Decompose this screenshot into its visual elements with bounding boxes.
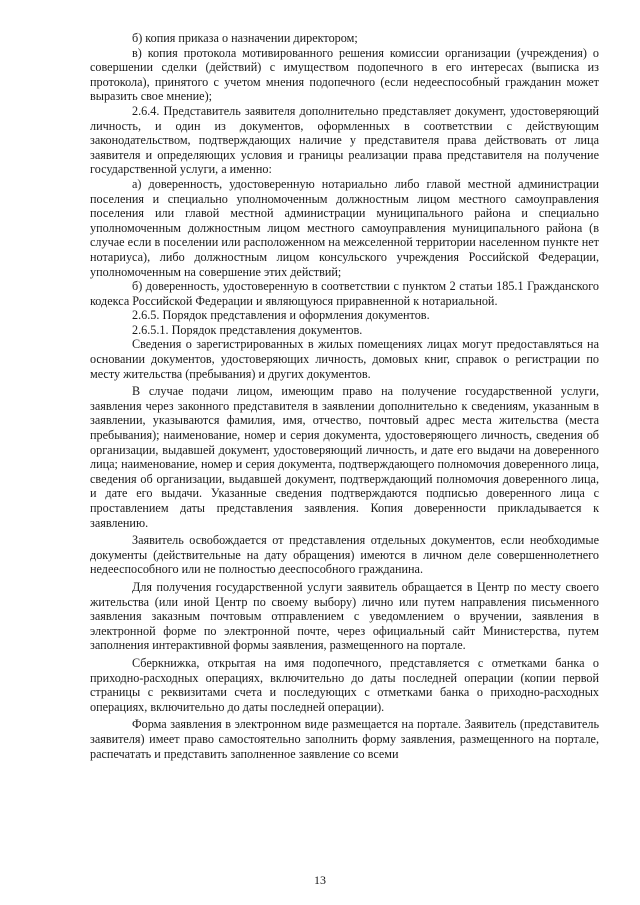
page-number: 13 <box>314 873 326 887</box>
paragraph-legal-representative: В случае подачи лицом, имеющим право на получение государственной услуги, заявления через законного представителя в заявлении дополнительно к сведениям, указанным в заявлении, указываются фамилия, имя, отчество, почтовый адрес места жительства (места пребывания); наименование, номер и серия документа, удостоверяющего личность, сведения об организации, выдавшей документ, удостоверяющий личность, и дате его выдачи на доверенного лица; наименование, номер и серия документа, подтверждающего полномочия доверенного лица, сведения об организации, выдавшей документ, подтверждающий полномочия доверенного лица, и дате его выдачи. Указанные сведения подтверждаются подписью доверенного лица с проставлением даты представления заявления. Копия доверенности прикладывается к заявлению. <box>90 384 599 530</box>
paragraph-application-channels: Для получения государственной услуги заявитель обращается в Центр по месту своего жительства (или иной Центр по своему выбору) лично или путем направления письменного заявления заказным почтовым отправлением с уведомлением о вручении, заявления в электронной форме по электронной почте, через официальный сайт Министерства, путем заполнения интерактивной формы заявления, размещенного на портале. <box>90 579 599 653</box>
paragraph-2-6-5-1: 2.6.5.1. Порядок представления документов. <box>132 322 363 337</box>
paragraph-savings-book: Сберкнижка, открытая на имя подопечного, представляется с отметками банка о приходно-расходных операциях, включительно до даты последней операции (копии первой страницы с реквизитами счета и последующих с отметками банка о приходно-расходных операциях, включительно до даты последней операции). <box>90 655 599 714</box>
paragraph-electronic-form: Форма заявления в электронном виде размещается на портале. Заявитель (представитель заявителя) имеет право самостоятельно заполнить форму заявления, размещенного на портале, распечатать и представить заполненное заявление со всеми <box>90 717 599 761</box>
paragraph-registered-persons: Сведения о зарегистрированных в жилых помещениях лицах могут предоставляться на основании документов, удостоверяющих личность, домовых книг, справок о регистрации по месту жительства (пребывания) и других документов. <box>90 337 599 381</box>
paragraph-power-of-attorney-b: б) доверенность, удостоверенную в соответствии с пунктом 2 статьи 185.1 Гражданского кодекса Российской Федерации и являющуюся приравненной к нотариальной. <box>90 279 599 308</box>
paragraph-applicant-exemption: Заявитель освобождается от представления отдельных документов, если необходимые документы (действительные на дату обращения) имеются в личном деле совершеннолетнего недееспособного или не полностью дееспособного гражданина. <box>90 533 599 577</box>
paragraph-copy-protocol: в) копия протокола мотивированного решения комиссии организации (учреждения) о совершении сделки (действий) с имуществом подопечного в его интересах (выписка из протокола), принятого с учетом мнения подопечного (если недееспособный гражданин может выразить свое мнение); <box>90 45 599 104</box>
paragraph-power-of-attorney-a: а) доверенность, удостоверенную нотариально либо главой местной администрации поселения и специально уполномоченным должностным лицом местного самоуправления поселения или главой местной администрации муниципального района и специально уполномоченным должностным лицом местного самоуправления муниципального района (в случае если в поселении или расположенном на межселенной территории населенном пункте нет нотариуса), либо должностным лицом консульского учреждения Российской Федерации, уполномоченным на совершение этих действий; <box>90 176 599 279</box>
paragraph-2-6-4: 2.6.4. Представитель заявителя дополнительно представляет документ, удостоверяющий личность, и один из документов, оформленных в соответствии с действующим законодательством, подтверждающих наличие у представителя права действовать от лица заявителя и определяющих условия и границы реализации права представителя на получение государственной услуги, а именно: <box>90 103 599 177</box>
paragraph-2-6-5: 2.6.5. Порядок представления и оформления документов. <box>132 308 430 323</box>
paragraph-copy-order: б) копия приказа о назначении директором; <box>132 31 358 45</box>
document-body <box>90 31 599 761</box>
